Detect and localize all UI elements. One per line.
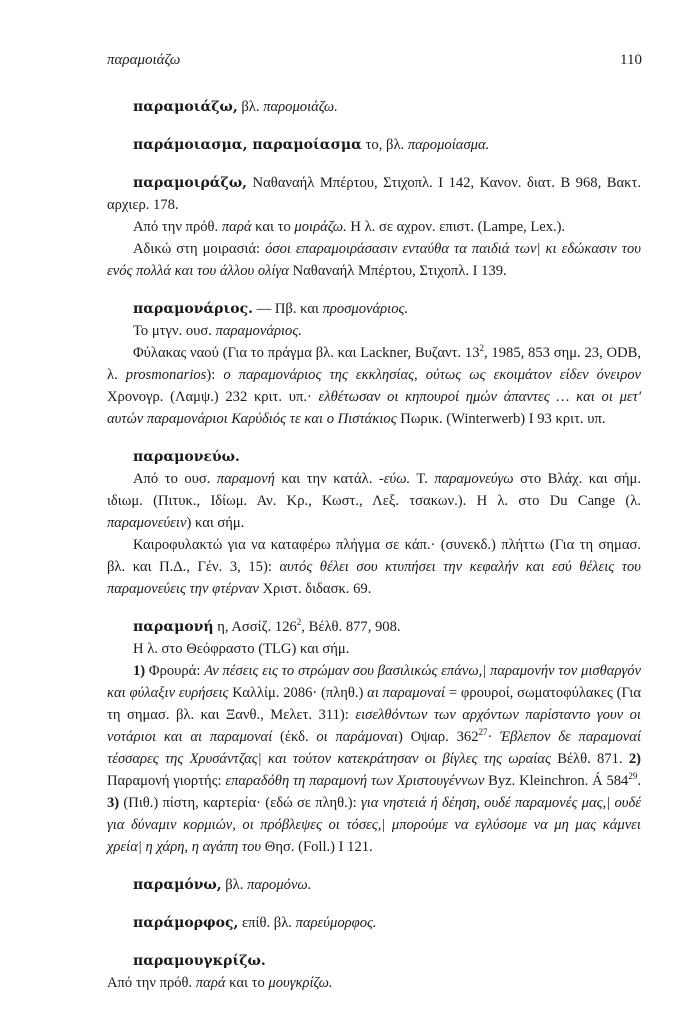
italic-text: παραμονεύειν	[107, 515, 187, 531]
entry-paragraph	[107, 216, 641, 238]
text: Το μτγν. ουσ.	[133, 323, 216, 339]
italic-text: παρεύμορφος.	[295, 915, 377, 931]
italic-text: εισελθόντων των αρχόντων παρίσταντο γουν οι νοτάριοι και αι παραμοναί	[107, 707, 641, 745]
headword: παράμοιασμα, παραμοίασμα	[133, 137, 362, 153]
entry-paragraph	[107, 320, 641, 342]
italic-text: -εύω.	[378, 471, 411, 487]
headword: παράμορφος,	[133, 915, 239, 931]
italic-text: για νηστειά ή δέηση, ουδέ παραμονές μας,| ουδέ για δύναμιν κορμιών, οι πρόβλεψες οι τόσες,| μπορούμε να εγλύσομε να μη μας κάμνει χρεία| η χάρη, η αγάπη του	[107, 795, 641, 855]
text: και το	[225, 975, 269, 991]
text: Φύλακας ναού (Για το πράγμα βλ. και Lackner, Βυζαντ. 13	[133, 345, 480, 361]
text: Βέλθ. 871.	[550, 751, 629, 767]
text: Η λ. σε αχρον. επιστ. (Lampe, Lex.).	[346, 219, 566, 235]
dictionary-entry	[107, 134, 641, 156]
superscript: 2	[479, 343, 484, 354]
entry-paragraph	[107, 638, 641, 660]
italic-text: παραμονάριος.	[215, 323, 302, 339]
italic-text: παρομόνω.	[247, 877, 312, 893]
italic-text: αι παραμοναί	[367, 685, 446, 701]
italic-text: Έβλεπον δε παραμοναί τέσσαρες της Χρυσάντζας| και τούτον κατεκράτησαν οι βίγλες της ωραίας	[107, 729, 642, 767]
superscript: 2	[296, 617, 302, 628]
text: Φρουρά:	[145, 663, 205, 679]
headword: παραμονάριος.	[133, 301, 253, 317]
text: = φρουροί, σωματοφύλακες (Για τη σημασ. βλ. και Ξανθ., Μελετ. 311):	[107, 685, 641, 723]
text: Από την πρόθ.	[133, 219, 222, 235]
italic-text: Αν πέσεις εις το στρώμαν σου βασιλικώς επάνω,| παραμονήν τον μισθαργόν και φύλαξιν ευρήσεις	[107, 663, 641, 701]
headword: παραμοιράζω,	[133, 175, 248, 191]
dictionary-entry	[107, 446, 641, 468]
dictionary-entry	[107, 912, 641, 934]
text: Αδικώ στη μοιρασιά:	[133, 241, 266, 257]
italic-text: παραμονεύγω	[434, 471, 514, 487]
text: Η λ. στο Θεόφραστο (TLG) και σήμ.	[133, 641, 350, 657]
italic-text: μοιράζω.	[294, 219, 347, 235]
italic-text: μουγκρίζω.	[268, 975, 333, 991]
text: επίθ. βλ.	[238, 915, 296, 931]
text: , 1985, 853 σημ. 23, ODB, λ.	[107, 345, 641, 383]
entry-paragraph	[107, 534, 641, 600]
entry-paragraph	[107, 468, 641, 534]
italic-text: παρά	[221, 219, 252, 235]
text: και το	[251, 219, 295, 235]
headword: παραμονή	[133, 619, 214, 635]
headword: παραμόνω,	[133, 877, 222, 893]
text: βλ.	[221, 877, 248, 893]
italic-text: παρομοιάζω.	[263, 99, 338, 115]
entry-paragraph	[107, 342, 641, 430]
italic-text: ο παραμονάριος της εκκλησίας, ούτως ως εκοιμάτον είδεν όνειρον	[223, 367, 641, 383]
headword: παραμονεύω.	[133, 449, 240, 465]
text: Πωρικ. (Winterwerb) Ι 93 κριτ. υπ.	[396, 411, 606, 427]
text: ·	[487, 729, 501, 745]
text: (έκδ.	[272, 729, 317, 745]
text: Θησ. (Foll.) Ι 121.	[261, 839, 373, 855]
italic-text: επαραδόθη τη παραμονή των Χριστουγέννων	[225, 773, 485, 789]
dictionary-entry	[107, 298, 641, 320]
superscript: 29	[628, 771, 638, 782]
dictionary-body	[107, 96, 641, 994]
text: Byz. Kleinchron. Á 584	[484, 773, 629, 789]
text: η, Ασσίζ. 126	[213, 619, 297, 635]
italic-text: prosmonarios	[125, 367, 207, 383]
text: (Πιθ.) πίστη, καρτερία· (εδώ σε πληθ.):	[119, 795, 361, 811]
page-number: 110	[620, 52, 642, 68]
text: το, βλ.	[361, 137, 408, 153]
text: και την κατάλ.	[274, 471, 379, 487]
text: Χριστ. διδασκ. 69.	[258, 581, 372, 597]
dictionary-entry	[107, 950, 641, 972]
text: .	[637, 773, 641, 789]
entry-paragraph	[107, 238, 641, 282]
text: ) και σήμ.	[186, 515, 245, 531]
text: ) Οψαρ. 362	[397, 729, 479, 745]
text: βλ.	[237, 99, 264, 115]
text: , Βέλθ. 877, 908.	[301, 619, 401, 635]
entry-paragraph	[107, 660, 641, 858]
sense-number: 1)	[133, 663, 146, 679]
text: Καλλίμ. 2086· (πληθ.)	[228, 685, 368, 701]
text: Από το ουσ.	[133, 471, 217, 487]
dictionary-entry	[107, 874, 641, 896]
italic-text: όσοι επαραμοιράσασιν ενταύθα τα παιδιά των| κι εδώκασιν του ενός πολλά και του άλλου ολίγα	[107, 241, 641, 279]
text: στο Βλάχ. και σήμ. ιδιωμ. (Πιτυκ., Ιδίωμ. Αν. Κρ., Κωστ., Λεξ. τσακων.). Η λ. στο Du Cange (λ.	[107, 471, 641, 509]
entry-paragraph	[107, 972, 641, 994]
text: Ναθαναήλ Μπέρτου, Στιχοπλ. Ι 139.	[288, 263, 507, 279]
italic-text: οι παράμοναι	[316, 729, 398, 745]
italic-text: προσμονάριος.	[322, 301, 409, 317]
dictionary-entry	[107, 172, 641, 216]
italic-text: παρομοίασμα.	[407, 137, 490, 153]
running-head: παραμοιάζω	[107, 52, 181, 68]
italic-text: παραμονή	[216, 471, 275, 487]
italic-text: ελθέτωσαν οι κηπουροί ημών άπαντες … και οι μετ' αυτών παραμονάριοι Καρύδιός τε και ο Πιστάκιος	[107, 389, 641, 427]
text: ):	[206, 367, 224, 383]
sense-number: 2)	[628, 751, 641, 767]
headword: παραμοιάζω,	[133, 99, 238, 115]
text: Χρονογρ. (Λαμψ.) 232 κριτ. υπ.·	[107, 389, 319, 405]
headword: παραμουγκρίζω.	[133, 953, 266, 969]
text: — Πβ. και	[253, 301, 323, 317]
dictionary-entry	[107, 616, 641, 638]
sense-number: 3)	[107, 795, 120, 811]
text: Τ.	[410, 471, 435, 487]
text: Από την πρόθ.	[107, 975, 196, 991]
italic-text: παρά	[195, 975, 226, 991]
text: Καιροφυλακτώ για να καταφέρω πλήγμα σε κάπ.· (συνεκδ.) πλήττω (Για τη σημασ. βλ. και Π.Δ., Γέν. 3, 15):	[107, 537, 641, 575]
italic-text: αυτός θέλει σου κτυπήσει την κεφαλήν και εσύ θέλεις του παραμονεύεις την φτέρναν	[107, 559, 641, 597]
dictionary-entry	[107, 96, 641, 118]
text: Παραμονή γιορτής:	[107, 773, 226, 789]
superscript: 27	[478, 727, 488, 738]
text: Ναθαναήλ Μπέρτου, Στιχοπλ. Ι 142, Κανον. διατ. Β 968, Βακτ. αρχιερ. 178.	[107, 175, 641, 213]
